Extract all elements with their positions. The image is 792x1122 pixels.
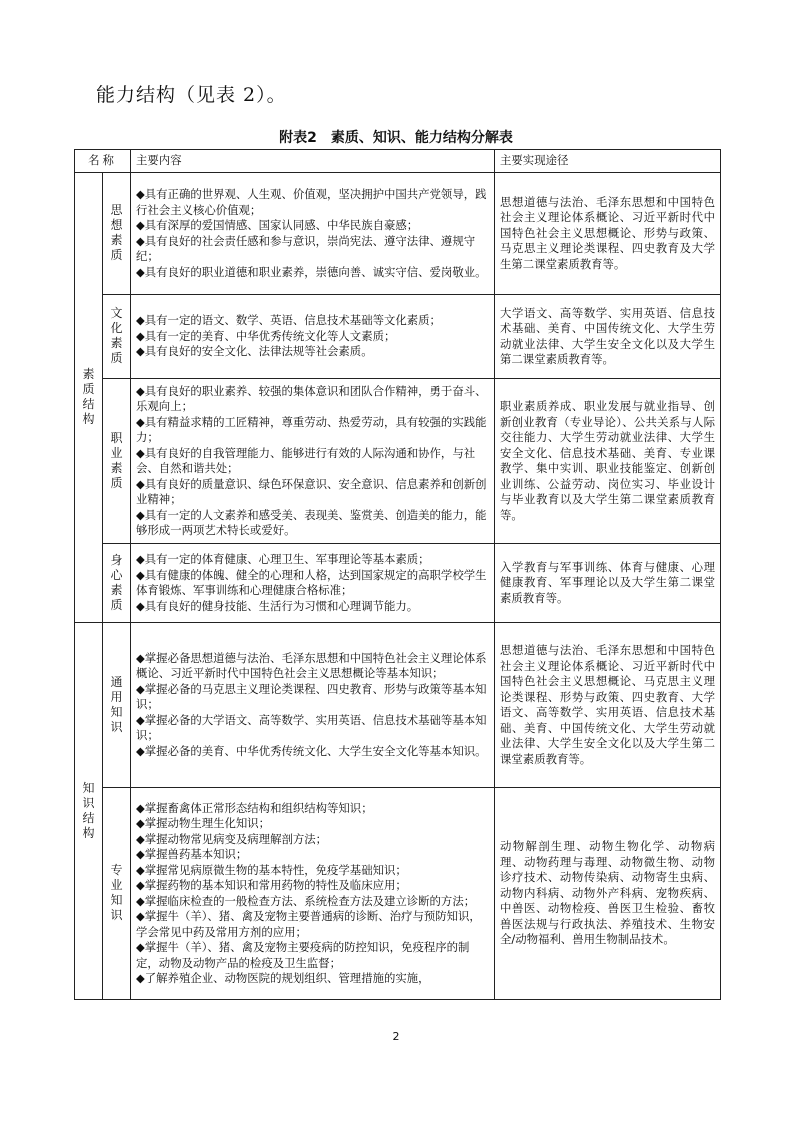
row-sub-label: 思想素质 bbox=[103, 173, 131, 295]
table-row bbox=[75, 544, 721, 623]
table-row bbox=[75, 788, 721, 1000]
row-route: 入学教育与军事训练、体育与健康、心理健康教育、军事理论以及大学生第二课堂素质教育等。 bbox=[495, 544, 721, 623]
row-content: ◆具有良好的职业素养、较强的集体意识和团队合作精神，勇于奋斗、乐观向上； ◆具有精益求精的工匠精神，尊重劳动、热爱劳动，具有较强的实践能力； ◆具有良好的自我管理能力、能够进行有效的人际沟通和协作，与社会、自然和谐共处； ◆具有良好的质量意识、绿色环保意识、安全意识、信息素养和创新创业精神； ◆具有一定的人文素养和感受美、表现美、鉴赏美、创造美的能力，能够形成一两项艺术特长或爱好。 bbox=[131, 379, 495, 544]
row-content: ◆具有正确的世界观、人生观、价值观，坚决拥护中国共产党领导，践行社会主义核心价值观； ◆具有深厚的爱国情感、国家认同感、中华民族自豪感； ◆具有良好的社会责任感和参与意识，崇尚宪法、遵守法律、遵规守纪； ◆具有良好的职业道德和职业素养，崇德向善、诚实守信、爱岗敬业。 bbox=[131, 173, 495, 295]
page-number: 2 bbox=[392, 1030, 400, 1043]
table-caption: 附表2 素质、知识、能力结构分解表 bbox=[279, 130, 513, 146]
row-route: 动物解剖生理、动物生物化学、动物病理、动物药理与毒理、动物微生物、动物诊疗技术、动物传染病、动物寄生虫病、动物内科病、动物外产科病、宠物疾病、中兽医、动物检疫、兽医卫生检验、畜牧兽医法规与行政执法、养殖技术、生物安全/动物福利、兽用生物制品技术。 bbox=[495, 788, 721, 1000]
row-route: 思想道德与法治、毛泽东思想和中国特色社会主义理论体系概论、习近平新时代中国特色社会主义思想概论、马克思主义理论类课程、形势与政策、四史教育、大学语文、高等数学、实用英语、信息技术基础、美育、中国传统文化、大学生劳动就业法律、大学生安全文化以及大学生第二课堂素质教育等。 bbox=[495, 623, 721, 788]
group-label: 素质结构 bbox=[75, 173, 103, 623]
table-row bbox=[75, 379, 721, 544]
row-sub-label: 身心素质 bbox=[103, 544, 131, 623]
table-row bbox=[75, 623, 721, 788]
row-sub-label: 文化素质 bbox=[103, 295, 131, 379]
row-route: 大学语文、高等数学、实用英语、信息技术基础、美育、中国传统文化、大学生劳动就业法律、大学生安全文化以及大学生第二课堂素质教育等。 bbox=[495, 295, 721, 379]
row-route: 思想道德与法治、毛泽东思想和中国特色社会主义理论体系概论、习近平新时代中国特色社会主义思想概论、形势与政策、马克思主义理论类课程、四史教育及大学生第二课堂素质教育等。 bbox=[495, 173, 721, 295]
row-content: ◆具有一定的语文、数学、英语、信息技术基础等文化素质； ◆具有一定的美育、中华优秀传统文化等人文素质； ◆具有良好的安全文化、法律法规等社会素质。 bbox=[131, 295, 495, 379]
table-row bbox=[75, 295, 721, 379]
table-header-row bbox=[75, 150, 721, 173]
row-content: ◆具有一定的体育健康、心理卫生、军事理论等基本素质； ◆具有健康的体魄、健全的心理和人格，达到国家规定的高职学校学生体育锻炼、军事训练和心理健康合格标准； ◆具有良好的健身技能、生活行为习惯和心理调节能力。 bbox=[131, 544, 495, 623]
header-route: 主要实现途径 bbox=[495, 150, 721, 173]
group-label: 知识结构 bbox=[75, 623, 103, 1000]
row-route: 职业素质养成、职业发展与就业指导、创新创业教育（专业导论）、公共关系与人际交往能力、大学生劳动就业法律、大学生安全文化、信息技术基础、美育、专业课教学、集中实训、职业技能鉴定、创新创业训练、公益劳动、岗位实习、毕业设计与毕业教育以及大学生第二课堂素质教育等。 bbox=[495, 379, 721, 544]
intro-paragraph: 能力结构（见表 2）。 bbox=[96, 84, 287, 106]
header-content: 主要内容 bbox=[131, 150, 495, 173]
row-sub-label: 专业知识 bbox=[103, 788, 131, 1000]
row-sub-label: 通用知识 bbox=[103, 623, 131, 788]
row-content: ◆掌握必备思想道德与法治、毛泽东思想和中国特色社会主义理论体系概论、习近平新时代中国特色社会主义思想概论等基本知识； ◆掌握必备的马克思主义理论类课程、四史教育、形势与政策等基本知识； ◆掌握必备的大学语文、高等数学、实用英语、信息技术基础等基本知识； ◆掌握必备的美育、中华优秀传统文化、大学生安全文化等基本知识。 bbox=[131, 623, 495, 788]
structure-table bbox=[74, 149, 721, 1000]
header-name: 名称 bbox=[75, 150, 131, 173]
row-content: ◆掌握畜禽体正常形态结构和组织结构等知识； ◆掌握动物生理生化知识； ◆掌握动物常见病变及病理解剖方法； ◆掌握兽药基本知识； ◆掌握常见病原微生物的基本特性，免疫学基础知识； ◆掌握药物的基本知识和常用药物的特性及临床应用； ◆掌握临床检查的一般检查方法、系统检查方法及建立诊断的方法； ◆掌握牛（羊）、猪、禽及宠物主要普通病的诊断、治疗与预防知识，学会常见中药及常用方剂的应用； ◆掌握牛（羊）、猪、禽及宠物主要疫病的防控知识，免疫程序的制定，动物及动物产品的检疫及卫生监督； ◆了解养殖企业、动物医院的规划组织、管理措施的实施， bbox=[131, 788, 495, 1000]
row-sub-label: 职业素质 bbox=[103, 379, 131, 544]
table-row bbox=[75, 173, 721, 295]
